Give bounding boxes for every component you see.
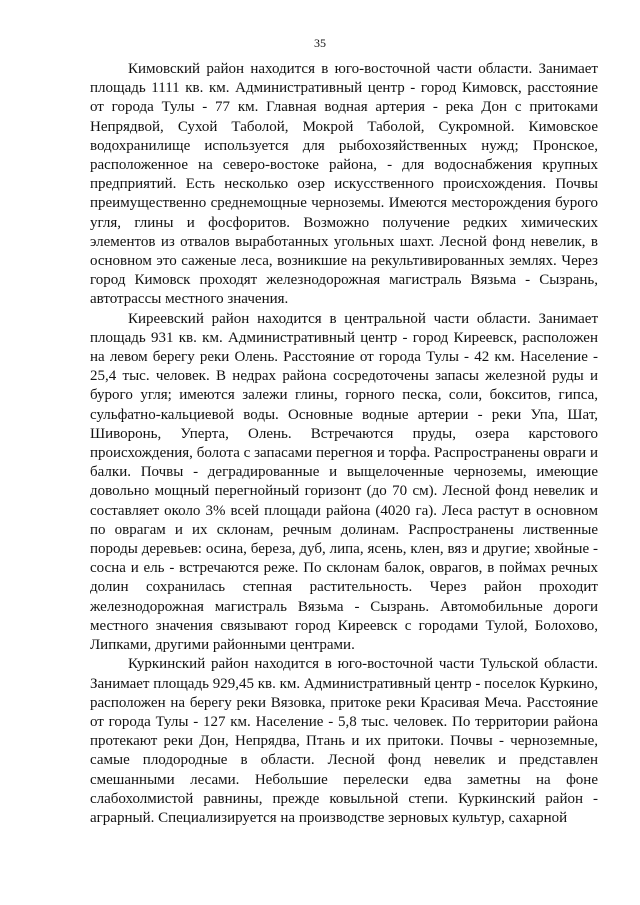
paragraph-kurkinsky-district: Куркинский район находится в юго-восточной части Тульской области. Занимает площадь 929,45 кв. км. Административный центр - поселок Куркино, расположен на берегу реки Вязовка, притоке реки Красивая Меча. Расстояние от города Тулы - 127 км. Население - 5,8 тыс. человек. По территории района протекают реки Дон, Непрядва, Птань и их притоки. Почвы - черноземные, самые плодородные в области. Лесной фонд невелик и представлен смешанными лесами. Небольшие перелески едва заметны на фоне слабохолмистой равнины, прежде ковыльной степи. Куркинский район - аграрный. Специализируется на производстве зерновых культур, сахарной	[90, 656, 598, 826]
paragraph-kimovsky-district: Кимовский район находится в юго-восточной части области. Занимает площадь 1111 кв. км. Административный центр - город Кимовск, расстояние от города Тулы - 77 км. Главная водная артерия - река Дон с притоками Непрядвой, Сухой Таболой, Мокрой Таболой, Сукромной. Кимовское водохранилище используется для рыбохозяйственных нужд; Пронское, расположенное на северо-востоке района, - для водоснабжения крупных предприятий. Есть несколько озер искусственного происхождения. Почвы преимущественно среднемощные черноземы. Имеются месторождения бурого угля, глины и фосфоритов. Возможно получение редких химических элементов из отвалов выработанных угольных шахт. Лесной фонд невелик, в основном это саженые леса, возникшие на рекультивированных землях. Через город Кимовск проходят железнодорожная магистраль Вязьма - Сызрань, автотрассы местного значения.	[90, 61, 598, 308]
page-number: 35	[314, 36, 326, 50]
document-body	[90, 60, 598, 828]
paragraph-kireevsky-district: Киреевский район находится в центральной части области. Занимает площадь 931 кв. км. Административный центр - город Киреевск, расположен на левом берегу реки Олень. Расстояние от города Тулы - 42 км. Население - 25,4 тыс. человек. В недрах района сосредоточены запасы железной руды и бурого угля; имеются залежи глины, горного песка, соли, бокситов, гипса, сульфатно-кальциевой воды. Основные водные артерии - реки Упа, Шат, Шиворонь, Уперта, Олень. Встречаются пруды, озера карстового происхождения, болота с запасами перегноя и торфа. Распространены овраги и балки. Почвы - деградированные и выщелоченные черноземы, имеющие довольно мощный перегнойный горизонт (до 70 см). Лесной фонд невелик и составляет около 3% всей площади района (4020 га). Леса растут в основном по оврагам и их склонам, речным долинам. Распространены лиственные породы деревьев: осина, береза, дуб, липа, ясень, клен, вяз и другие; хвойные - сосна и ель - встречаются реже. По склонам балок, оврагов, в поймах речных долин сохранилась степная растительность. Через район проходит железнодорожная магистраль Вязьма - Сызрань. Автомобильные дороги местного значения связывают город Киреевск с городами Тулой, Болохово, Липками, другими районными центрами.	[90, 310, 598, 654]
